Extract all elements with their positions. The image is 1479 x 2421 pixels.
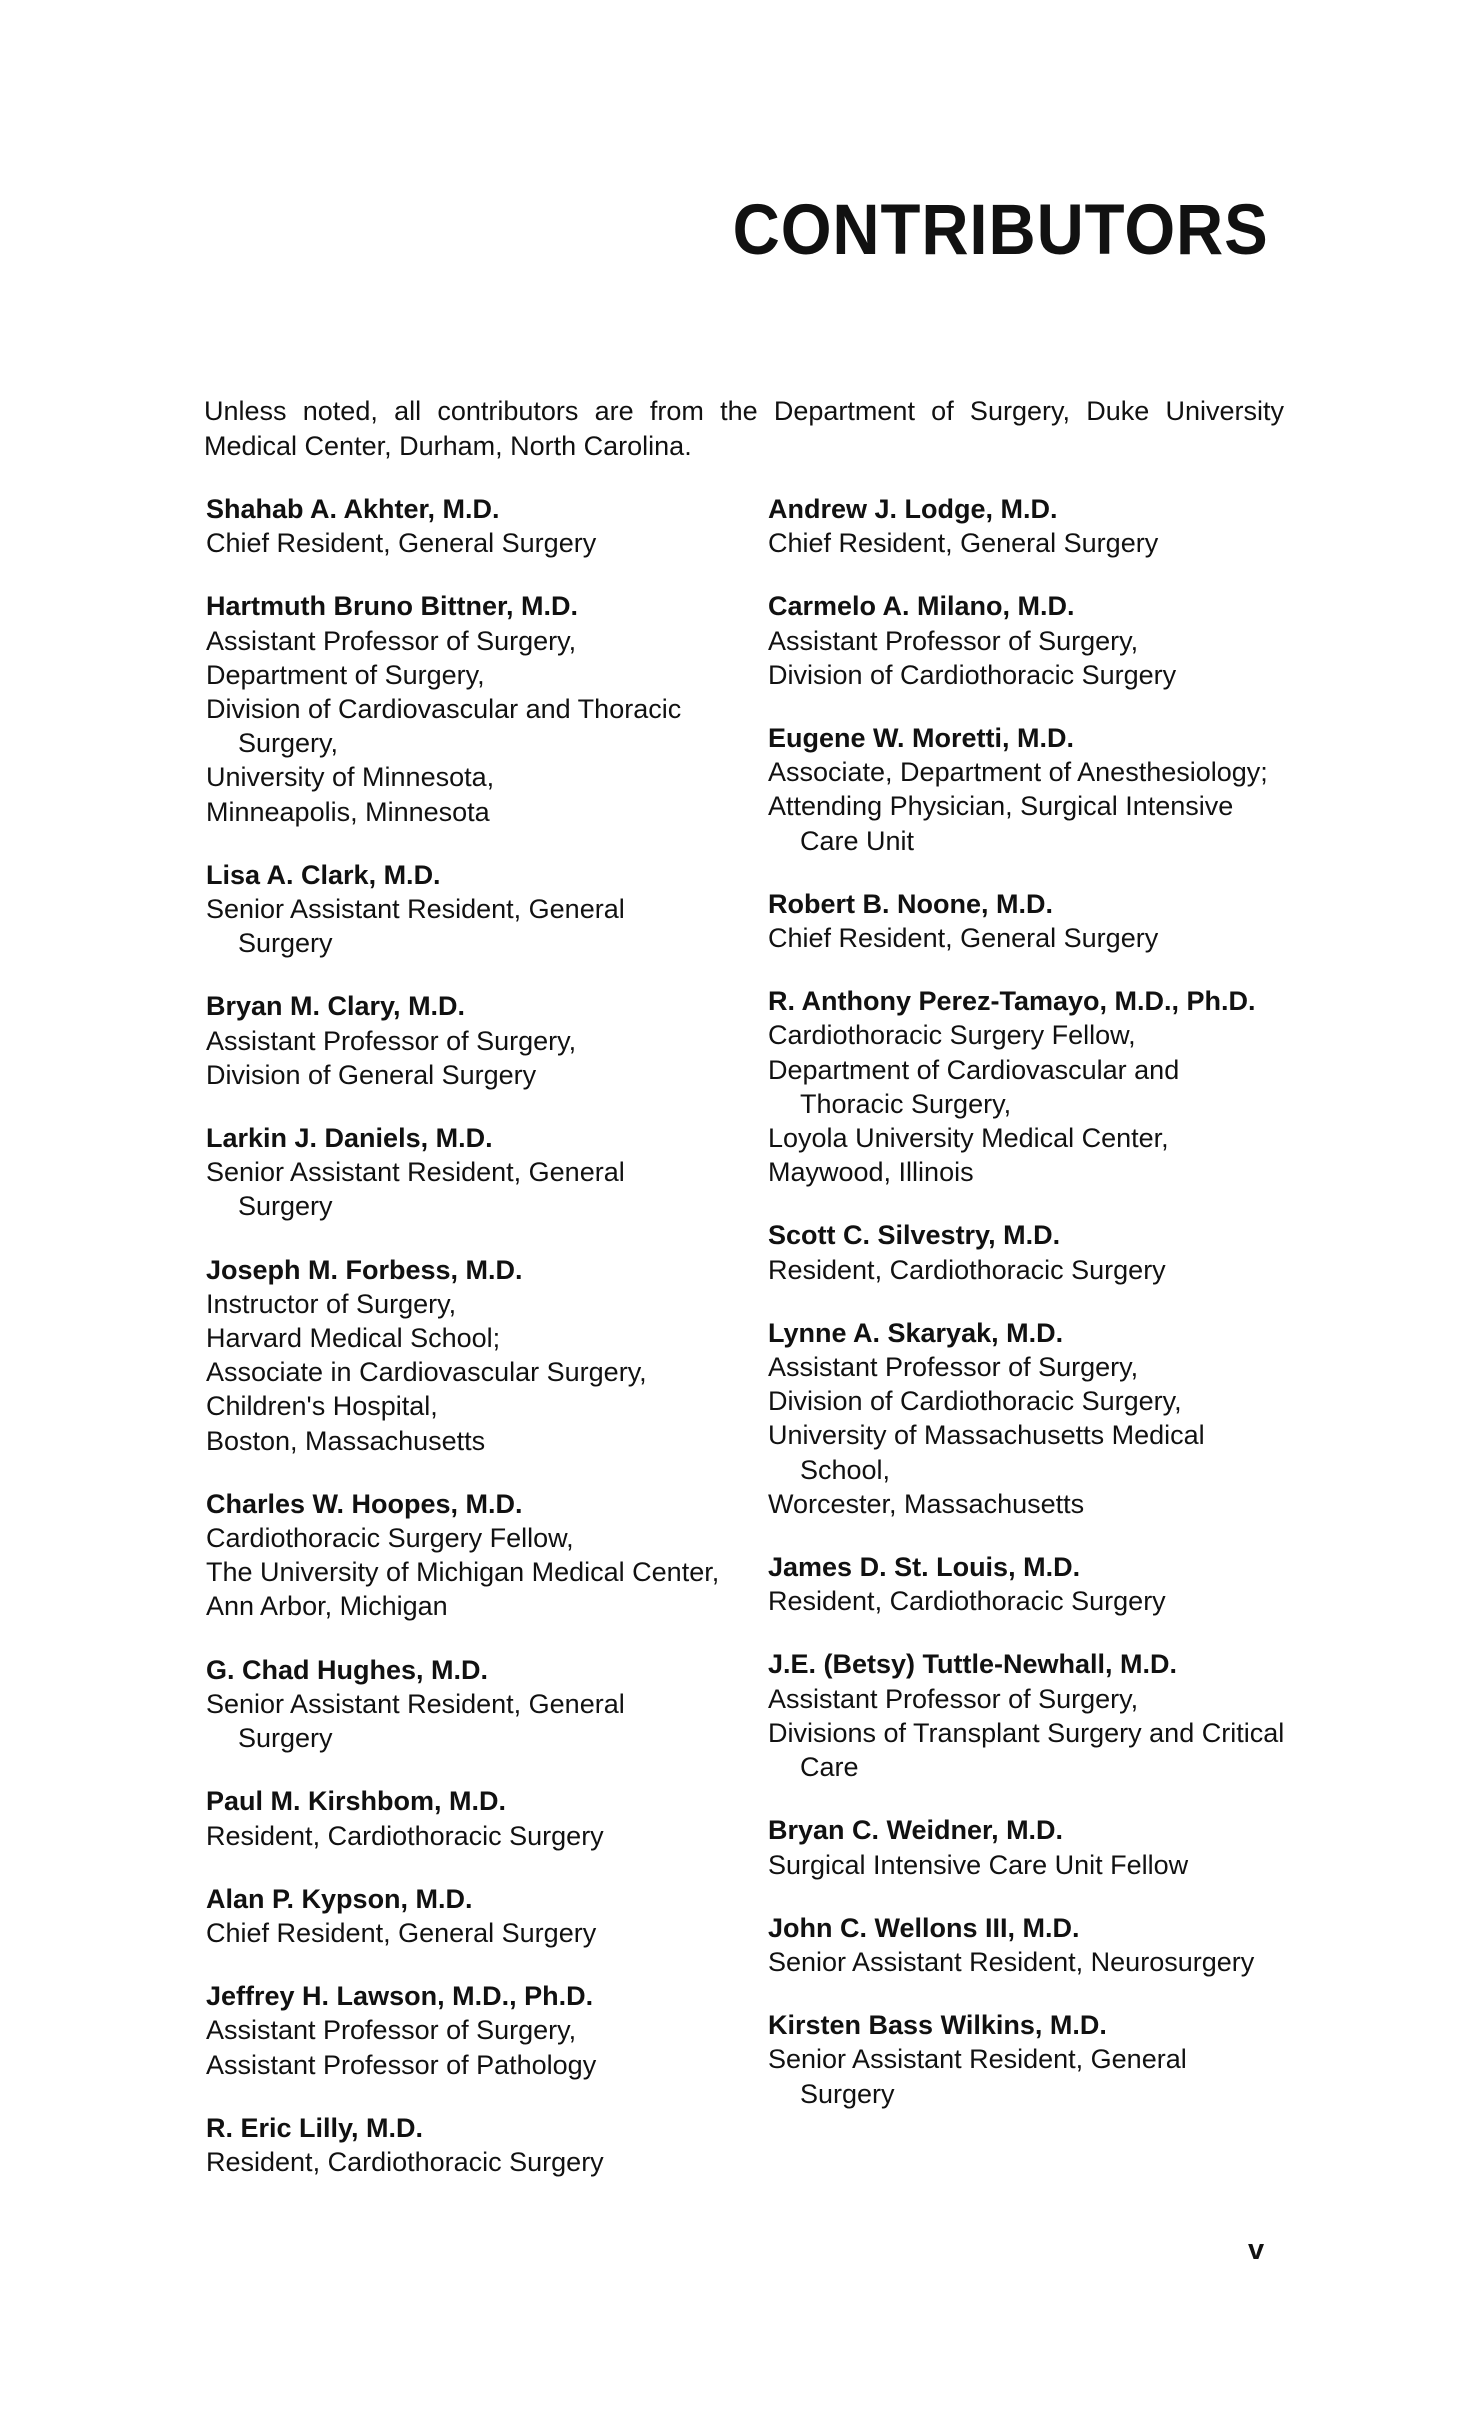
- contributor-name: Carmelo A. Milano, M.D.: [768, 591, 1075, 622]
- contributor-entry: [768, 1316, 1288, 1521]
- contributor-entry: [206, 1487, 726, 1624]
- contributor-affiliation-line: Harvard Medical School;: [206, 1323, 501, 1354]
- contributor-entry: [206, 858, 726, 961]
- contributor-affiliation-line: Associate, Department of Anesthesiology;: [768, 757, 1268, 788]
- contributor-affiliation-line: Chief Resident, General Surgery: [768, 923, 1159, 954]
- contributor-affiliation-line: Minneapolis, Minnesota: [206, 796, 490, 827]
- contributor-name: Bryan C. Weidner, M.D.: [768, 1815, 1064, 1846]
- contributor-affiliation-line: Resident, Cardiothoracic Surgery: [206, 2146, 604, 2177]
- contributor-entry: [206, 2111, 726, 2179]
- contributor-affiliation-line: Assistant Professor of Surgery,: [768, 1683, 1139, 1714]
- contributor-entry: [206, 1979, 726, 2082]
- contributor-affiliation-line: Ann Arbor, Michigan: [206, 1591, 448, 1622]
- contributor-affiliation-line: Assistant Professor of Surgery,: [206, 2015, 577, 2046]
- contributor-name: Paul M. Kirshbom, M.D.: [206, 1786, 507, 1817]
- contributors-left-column: [206, 492, 726, 2208]
- intro-paragraph: Unless noted, all contributors are from the Department of Surgery, Duke University Medical Center, Durham, North Carolina.: [204, 396, 1284, 461]
- contributor-entry: [768, 492, 1288, 560]
- contributor-affiliation-line: University of Minnesota,: [206, 762, 495, 793]
- contributor-name: Andrew J. Lodge, M.D.: [768, 494, 1058, 524]
- contributor-affiliation-line: Surgical Intensive Care Unit Fellow: [768, 1849, 1189, 1880]
- contributor-entry: [206, 989, 726, 1092]
- contributor-entry: [768, 1813, 1288, 1881]
- contributor-name: Robert B. Noone, M.D.: [768, 888, 1053, 919]
- contributor-affiliation-line: Senior Assistant Resident, General Surgery: [206, 1688, 625, 1754]
- contributor-entry: [206, 1784, 726, 1852]
- contributor-affiliation-line: Division of Cardiothoracic Surgery: [768, 659, 1177, 690]
- contributor-name: R. Anthony Perez-Tamayo, M.D., Ph.D.: [768, 986, 1256, 1017]
- contributor-affiliation-line: Department of Surgery,: [206, 659, 485, 690]
- contributor-affiliation-line: Divisions of Transplant Surgery and Critical Care: [768, 1717, 1285, 1783]
- contributor-affiliation-line: Chief Resident, General Surgery: [206, 1917, 597, 1948]
- contributor-affiliation-line: Division of Cardiovascular and Thoracic Surgery,: [206, 694, 682, 759]
- contributor-name: Alan P. Kypson, M.D.: [206, 1883, 473, 1914]
- contributor-entry: [768, 1647, 1288, 1784]
- contributor-affiliation-line: Resident, Cardiothoracic Surgery: [206, 1820, 604, 1851]
- contributor-entry: [206, 1253, 726, 1458]
- contributor-affiliation-line: Associate in Cardiovascular Surgery,: [206, 1357, 647, 1388]
- contributor-affiliation-line: Attending Physician, Surgical Intensive Care Unit: [768, 791, 1234, 856]
- contributor-affiliation-line: Cardiothoracic Surgery Fellow,: [768, 1020, 1136, 1051]
- contributor-affiliation-line: Senior Assistant Resident, General Surgery: [768, 2044, 1187, 2109]
- contributor-affiliation-line: Loyola University Medical Center,: [768, 1123, 1169, 1154]
- contributor-name: J.E. (Betsy) Tuttle-Newhall, M.D.: [768, 1649, 1178, 1680]
- contributor-name: John C. Wellons III, M.D.: [768, 1912, 1080, 1943]
- page-number: v: [1248, 2234, 1265, 2266]
- contributor-affiliation-line: Resident, Cardiothoracic Surgery: [768, 1254, 1166, 1285]
- contributor-entry: [768, 721, 1288, 858]
- contributor-entry: [768, 589, 1288, 692]
- contributor-affiliation-line: Division of Cardiothoracic Surgery,: [768, 1386, 1182, 1417]
- contributor-affiliation-line: Resident, Cardiothoracic Surgery: [768, 1586, 1166, 1617]
- contributor-entry: [768, 2008, 1288, 2111]
- contributor-name: Hartmuth Bruno Bittner, M.D.: [206, 591, 578, 622]
- contributor-affiliation-line: Chief Resident, General Surgery: [206, 528, 597, 559]
- contributor-entry: [206, 1121, 726, 1224]
- contributor-affiliation-line: Department of Cardiovascular and Thoracic Surgery,: [768, 1054, 1180, 1119]
- contributor-affiliation-line: Maywood, Illinois: [768, 1157, 974, 1188]
- contributor-entry: [206, 589, 726, 828]
- contributor-affiliation-line: Cardiothoracic Surgery Fellow,: [206, 1523, 574, 1554]
- contributor-affiliation-line: Senior Assistant Resident, Neurosurgery: [768, 1946, 1255, 1977]
- contributor-name: R. Eric Lilly, M.D.: [206, 2112, 424, 2143]
- contributor-name: James D. St. Louis, M.D.: [768, 1552, 1081, 1583]
- contributor-name: Eugene W. Moretti, M.D.: [768, 723, 1075, 754]
- contributor-affiliation-line: Division of General Surgery: [206, 1059, 537, 1090]
- contributors-right-column: [768, 492, 1288, 2140]
- contributor-affiliation-line: Senior Assistant Resident, General Surgery: [206, 894, 625, 959]
- contributor-affiliation-line: University of Massachusetts Medical School,: [768, 1420, 1205, 1485]
- contributor-name: Lynne A. Skaryak, M.D.: [768, 1317, 1064, 1348]
- contributor-entry: [768, 1218, 1288, 1286]
- contributor-name: Bryan M. Clary, M.D.: [206, 991, 466, 1022]
- contributor-entry: [768, 887, 1288, 955]
- contributor-name: Scott C. Silvestry, M.D.: [768, 1220, 1061, 1251]
- contributor-affiliation-line: Chief Resident, General Surgery: [768, 528, 1159, 559]
- contributor-affiliation-line: Assistant Professor of Pathology: [206, 2049, 597, 2080]
- contributor-affiliation-line: The University of Michigan Medical Center,: [206, 1557, 720, 1588]
- contributor-affiliation-line: Assistant Professor of Surgery,: [768, 1352, 1139, 1383]
- contributor-affiliation-line: Boston, Massachusetts: [206, 1425, 486, 1456]
- contributor-entry: [768, 1911, 1288, 1979]
- contributor-name: Larkin J. Daniels, M.D.: [206, 1123, 493, 1154]
- contributor-affiliation-line: Assistant Professor of Surgery,: [206, 1025, 577, 1056]
- contributor-entry: [206, 1882, 726, 1950]
- contributor-name: G. Chad Hughes, M.D.: [206, 1654, 489, 1685]
- contributor-name: Lisa A. Clark, M.D.: [206, 859, 441, 890]
- contributor-affiliation-line: Assistant Professor of Surgery,: [768, 625, 1139, 656]
- contributor-name: Kirsten Bass Wilkins, M.D.: [768, 2010, 1107, 2041]
- contributor-entry: [206, 1653, 726, 1756]
- contributor-entry: [206, 492, 726, 560]
- contributor-affiliation-line: Instructor of Surgery,: [206, 1288, 457, 1319]
- contributor-name: Shahab A. Akhter, M.D.: [206, 494, 500, 524]
- contributor-name: Jeffrey H. Lawson, M.D., Ph.D.: [206, 1981, 594, 2012]
- contributor-affiliation-line: Senior Assistant Resident, General Surgery: [206, 1157, 625, 1222]
- contributor-affiliation-line: Assistant Professor of Surgery,: [206, 625, 577, 656]
- contributor-entry: [768, 1550, 1288, 1618]
- contributor-affiliation-line: Children's Hospital,: [206, 1391, 438, 1422]
- contributor-name: Joseph M. Forbess, M.D.: [206, 1254, 523, 1285]
- contributor-entry: [768, 984, 1288, 1189]
- page-title: CONTRIBUTORS: [732, 191, 1269, 270]
- contributor-affiliation-line: Worcester, Massachusetts: [768, 1488, 1085, 1519]
- contributor-name: Charles W. Hoopes, M.D.: [206, 1488, 523, 1519]
